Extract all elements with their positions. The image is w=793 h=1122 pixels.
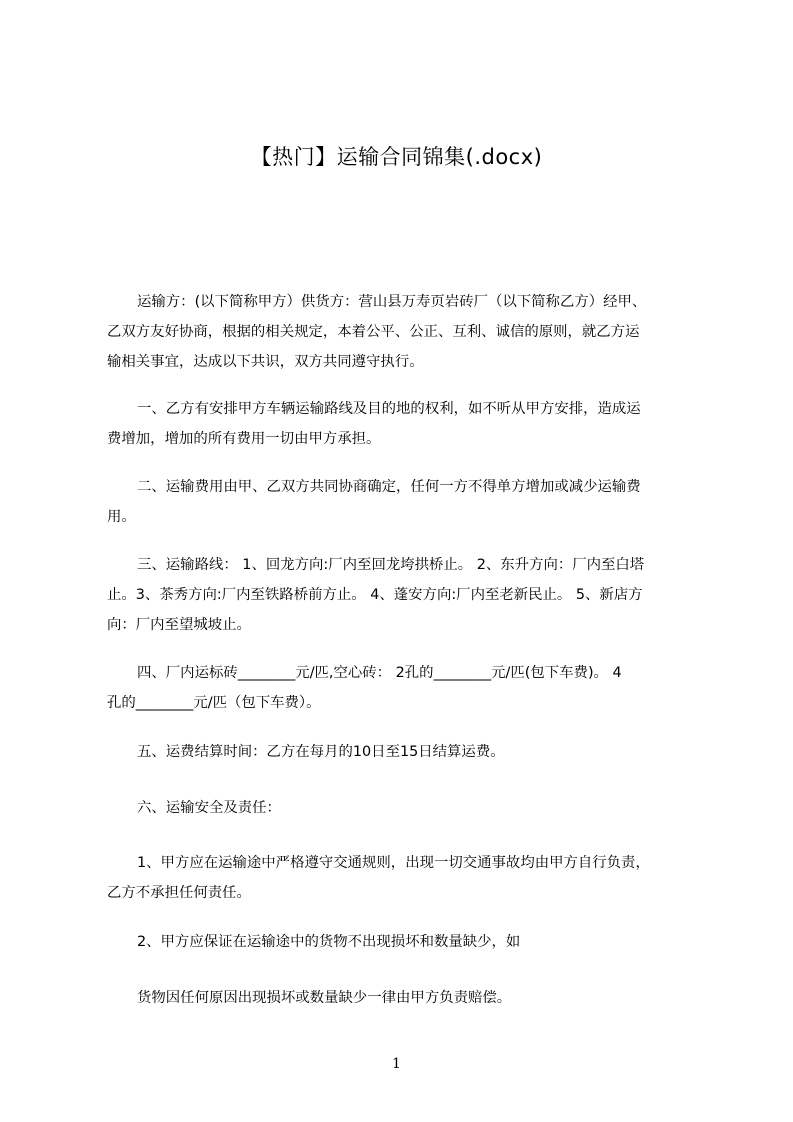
paragraph-clause-4: [107, 658, 697, 718]
document-title: 【热门】运输合同锦集(.docx): [250, 145, 543, 169]
text-line: 五、运费结算时间：乙方在每月的10日至15日结算运费。: [137, 744, 505, 760]
text-line: 二、运输费用由甲、乙双方共同协商确定，任何一方不得单方增加或减少运输费: [137, 479, 641, 495]
paragraph-clause-6-2-continued: [107, 983, 697, 1013]
text-line: 乙方不承担任何责任。: [107, 885, 251, 901]
paragraph-clause-6: [107, 793, 697, 823]
paragraph-clause-6-1: [107, 848, 697, 908]
text-line: 费增加，增加的所有费用一切由甲方承担。: [107, 431, 381, 447]
text-line: 乙双方友好协商，根据的相关规定，本着公平、公正、互利、诚信的原则，就乙方运: [107, 324, 640, 340]
paragraph-clause-6-2: [107, 927, 697, 957]
paragraph-clause-5: [107, 737, 697, 767]
text-line: 2、甲方应保证在运输途中的货物不出现损坏和数量缺少，如: [137, 934, 521, 950]
text-line: 四、厂内运标砖________元/匹,空心砖： 2孔的________元/匹(包下车费)。 4: [137, 665, 622, 681]
text-line: 一、乙方有安排甲方车辆运输路线及目的地的权利，如不听从甲方安排，造成运: [137, 401, 641, 417]
paragraph-clause-1: [107, 394, 697, 454]
text-line: 孔的________元/匹（包下车费）。: [107, 695, 321, 711]
text-line: 运输方：(以下简称甲方）供货方：营山县万寿页岩砖厂（以下简称乙方）经甲、: [137, 294, 647, 310]
text-line: 货物因任何原因出现损坏或数量缺少一律由甲方负责赔偿。: [137, 990, 512, 1006]
text-line: 三、运输路线： 1、回龙方向:厂内至回龙垮拱桥止。 2、东升方向：厂内至白塔: [137, 557, 645, 573]
text-line: 1、甲方应在运输途中严格遵守交通规则，出现一切交通事故均由甲方自行负责，: [137, 855, 650, 871]
text-line: 用。: [107, 509, 136, 525]
text-line: 止。3、茶秀方向:厂内至铁路桥前方止。 4、蓬安方向:厂内至老新民止。 5、新店方: [107, 587, 643, 603]
text-line: 六、运输安全及责任：: [137, 800, 281, 816]
paragraph-intro: [107, 287, 697, 377]
page-number: 1: [392, 1056, 401, 1072]
text-line: 输相关事宜，达成以下共识，双方共同遵守执行。: [107, 354, 424, 370]
paragraph-clause-3: [107, 550, 697, 640]
text-line: 向：厂内至望城坡止。: [107, 617, 251, 633]
paragraph-clause-2: [107, 472, 697, 532]
